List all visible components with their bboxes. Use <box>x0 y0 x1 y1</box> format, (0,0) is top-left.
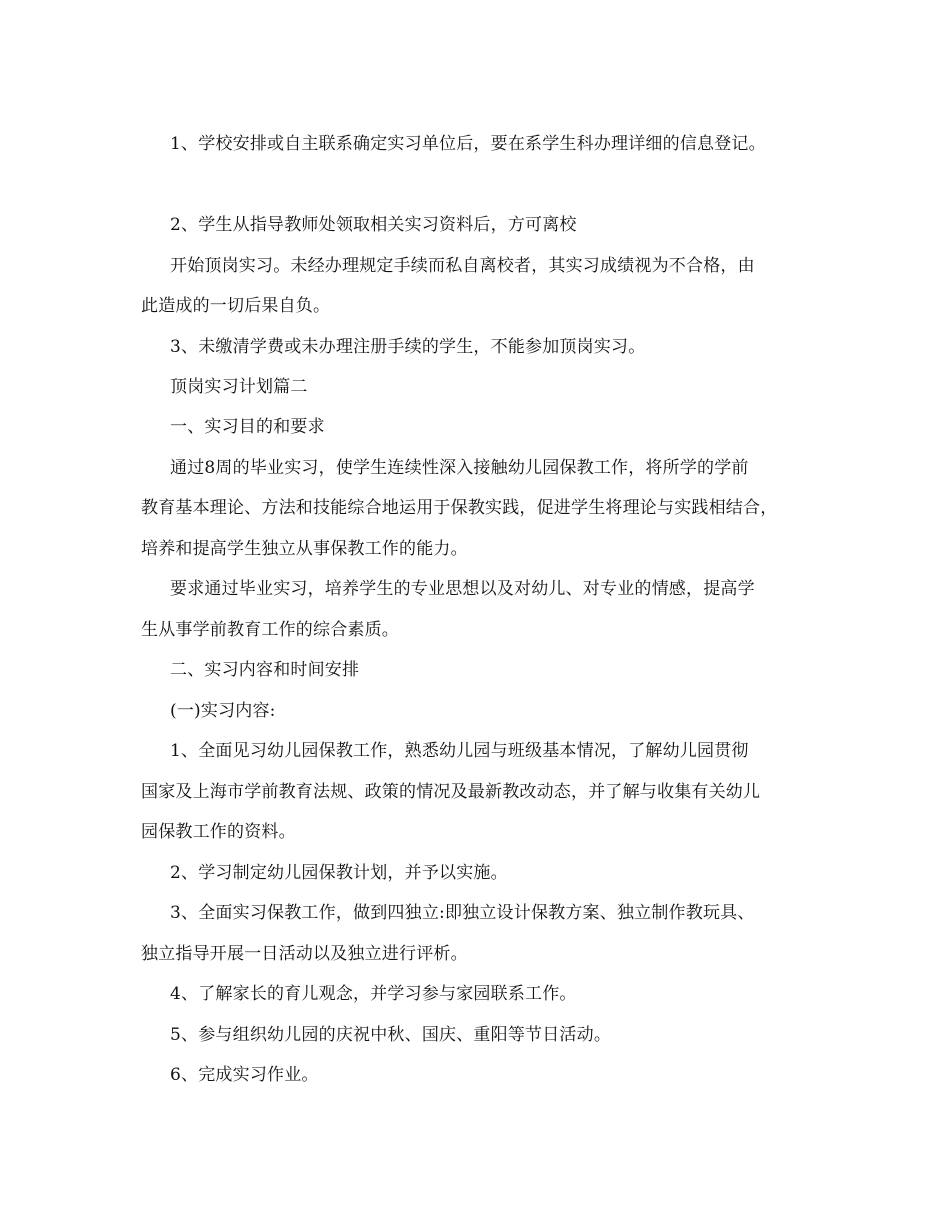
paragraph-line-10: 生从事学前教育工作的综合素质。 <box>141 620 399 640</box>
heading-1: 一、实习目的和要求 <box>170 417 325 437</box>
paragraph-line-17: 4、了解家长的育儿观念，并学习参与家园联系工作。 <box>170 984 577 1004</box>
paragraph-line-6: 通过8周的毕业实习，使学生连续性深入接触幼儿园保教工作，将所学的学前 <box>170 458 749 478</box>
paragraph-line-16: 独立指导开展一日活动以及独立进行评析。 <box>141 944 468 964</box>
paragraph-line-4: 此造成的一切后果自负。 <box>141 296 331 316</box>
paragraph-line-12: 国家及上海市学前教育法规、政策的情况及最新教改动态，并了解与收集有关幼儿 <box>141 782 761 802</box>
paragraph-line-13: 园保教工作的资料。 <box>141 822 296 842</box>
paragraph-line-14: 2、学习制定幼儿园保教计划，并予以实施。 <box>170 863 508 883</box>
heading-2: 二、实习内容和时间安排 <box>170 660 360 680</box>
paragraph-line-11: 1、全面见习幼儿园保教工作，熟悉幼儿园与班级基本情况，了解幼儿园贯彻 <box>170 741 749 761</box>
paragraph-line-1: 1、学校安排或自主联系确定实习单位后，要在系学生科办理详细的信息登记。 <box>170 134 766 154</box>
paragraph-line-9: 要求通过毕业实习，培养学生的专业思想以及对幼儿、对专业的情感，提高学 <box>170 579 755 599</box>
paragraph-line-15: 3、全面实习保教工作，做到四独立:即独立设计保教方案、独立制作教玩具、 <box>170 903 755 923</box>
paragraph-line-2: 2、学生从指导教师处领取相关实习资料后，方可离校 <box>170 215 577 235</box>
paragraph-line-5: 3、未缴清学费或未办理注册手续的学生，不能参加顶岗实习。 <box>170 337 646 357</box>
paragraph-line-8: 培养和提高学生独立从事保教工作的能力。 <box>141 539 468 559</box>
section-title: 顶岗实习计划篇二 <box>170 377 308 397</box>
paragraph-line-7: 教育基本理论、方法和技能综合地运用于保教实践，促进学生将理论与实践相结合， <box>141 498 778 518</box>
paragraph-line-18: 5、参与组织幼儿园的庆祝中秋、国庆、重阳等节日活动。 <box>170 1025 612 1045</box>
paragraph-line-3: 开始顶岗实习。未经办理规定手续而私自离校者，其实习成绩视为不合格，由 <box>170 256 755 276</box>
subheading: (一)实习内容: <box>170 701 276 721</box>
paragraph-line-19: 6、完成实习作业。 <box>170 1065 319 1085</box>
